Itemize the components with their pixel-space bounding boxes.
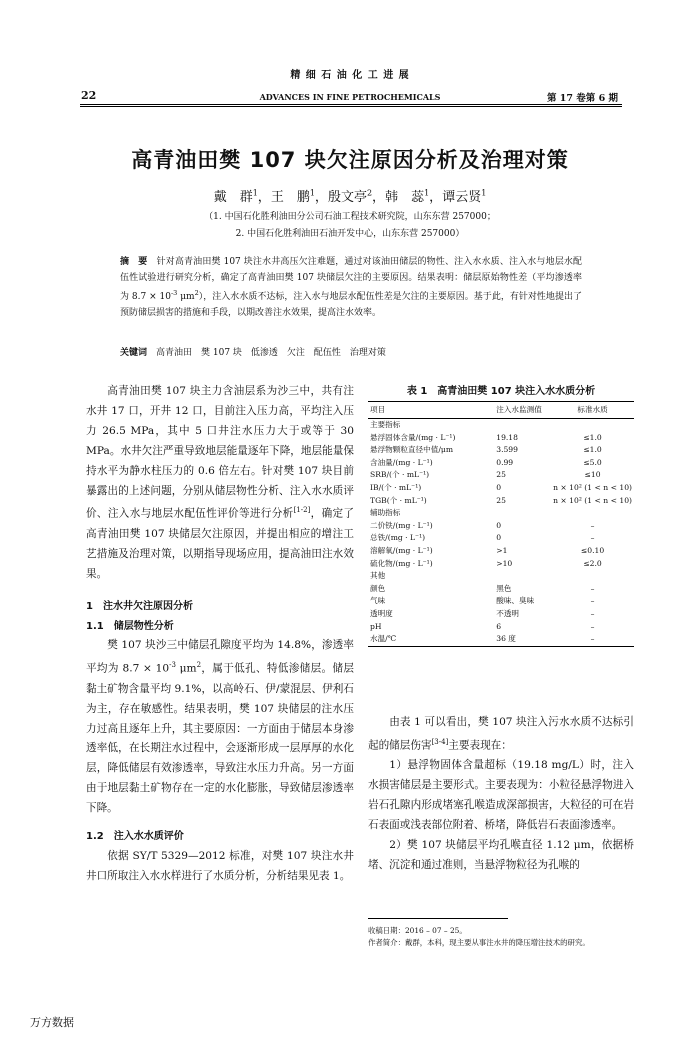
table-cell-value: 酸味、臭味 — [496, 596, 535, 606]
table-cell-value: 25 — [496, 495, 506, 505]
table-cell-standard: – — [590, 583, 595, 593]
author: 王 鹏 — [270, 190, 310, 205]
paragraph-1-1: 樊 107 块沙三中储层孔隙度平均为 14.8%，渗透率平均为 $8.7 \times 10^{-3}$ $\mu m^2$，属于低孔、特低渗储层。储层黏土矿物含量平均 9.1%，以高岭石、伊/蒙混层、伊利石为主，存在敏感性。结果表明，樊 107 块储层的注水压力过高且逐年上升，其主要原因：一方面由于储层本身渗透率低，在长期注水过程中，会逐渐形成一层厚厚的水化层，降低储层有效渗透率，导致注水压力升高。另一方面由于地层黏土矿物存在一定的水化膨胀，导致储层渗透率下降。 — [86, 639, 354, 815]
table-cell-item: 含油量/(mg · L⁻¹) — [370, 457, 433, 467]
table-row — [368, 583, 634, 596]
author: 韩 蕊 — [385, 190, 425, 205]
table-cell-standard: – — [590, 520, 595, 530]
table-cell-value: >10 — [496, 558, 513, 568]
table-group-row — [368, 419, 634, 432]
table-cell-standard: – — [590, 608, 595, 618]
volume-issue: 第 17 卷第 6 期 — [546, 93, 618, 104]
table-cell-standard: ≤0.10 — [580, 545, 605, 555]
author: 殷文亭 — [327, 190, 367, 205]
table-cell-value: 25 — [496, 470, 506, 480]
table-cell-item: 硫化物/(mg · L⁻¹) — [370, 558, 433, 568]
table-row — [368, 482, 634, 495]
abstract-label: 摘 要 — [120, 257, 148, 267]
table-group-row — [368, 570, 634, 583]
affiliation-1: （1. 中国石化胜利油田分公司石油工程技术研究院，山东东营 257000； — [204, 212, 496, 222]
table-cell-standard: ≤5.0 — [583, 457, 602, 467]
journal-title-en: ADVANCES IN FINE PETROCHEMICALS — [259, 92, 441, 102]
table-cell-standard: n × 10² (1 < n < 10) — [553, 482, 632, 492]
table-header: 项目 — [368, 402, 494, 419]
table-cell-item: IB/(个 · mL⁻¹) — [370, 482, 422, 492]
table-cell-item: TGB(个 · mL⁻¹) — [370, 495, 427, 505]
table-row — [368, 457, 634, 470]
table-cell-standard — [551, 419, 634, 432]
keywords: 关键词 高青油田 樊 107 块 低渗透 欠注 配伍性 治理对策 — [120, 348, 386, 358]
page-number: 22 — [81, 89, 97, 102]
table-group-row — [368, 507, 634, 520]
journal-title-cn: 精 细 石 油 化 工 进 展 — [290, 70, 410, 81]
table-cell-item: 颜色 — [370, 583, 386, 593]
table-cell-value: 3.599 — [496, 445, 518, 455]
affiliation-2: 2. 中国石化胜利油田石油开发中心，山东东营 257000） — [235, 229, 465, 239]
table-row — [368, 621, 634, 634]
table-cell-value: 0 — [496, 520, 502, 530]
table-cell-standard: n × 10² (1 < n < 10) — [553, 495, 632, 505]
table-cell-item: pH — [370, 621, 382, 631]
header-rule-2 — [80, 106, 622, 107]
received-date: 收稿日期：2016 – 07 – 25。 — [368, 926, 467, 935]
author-list: 戴 群$^1$，王 鹏$^1$，殷文亭$^2$，韩 蕊$^1$，谭云贤$^1$ — [213, 188, 487, 205]
table-row — [368, 558, 634, 571]
subsection-heading: 1.1 储层物性分析 — [86, 620, 174, 632]
table-cell-item: 气味 — [370, 596, 386, 606]
intro-paragraph: 高青油田樊 107 块主力含油层系为沙三中，共有注水井 17 口，开井 12 口，目前注入压力高，平均注入压力 26.5 MPa，其中 5 口井注水压力大于或等于 30 MPa。水井欠注严重导致地层能量逐年下降，地层能量保持水平为静水柱压力的 0.6 倍左右。针对樊 107 块目前暴露出的上述问题，分别从储层物性分析、注入水水质评价、注入水与地层水配伍性评价等进行分析[1-2]，确定了高青油田樊 107 块储层欠注原因，并提出相应的增注工艺措施及治理对策，以期指导现场应用，提高油田注水效果。 — [86, 385, 355, 580]
table-cell-standard: – — [590, 533, 595, 543]
author: 谭云贤 — [442, 190, 482, 205]
water-quality-table — [368, 401, 634, 647]
table-cell-standard: ≤1.0 — [583, 432, 602, 442]
abstract: 摘 要 针对高青油田樊 107 块注水井高压欠注难题，通过对该油田储层的物性、注入水水质、注入水与地层水配伍性试验进行研究分析，确定了高青油田樊 107 块储层欠注的主要原因。结果表明：储层原始物性差（平均渗透率为 $8.7 \times 10^{-3}$ $\mu m^2$），注入水水质不达标，注入水与地层水配伍性差是欠注的主要原因。基于此，有针对性地提出了预防储层损害的措施和手段，以期改善注水效果，提高注水效率。 — [120, 257, 582, 318]
header-rule — [80, 104, 622, 105]
keywords-label: 关键词 — [120, 348, 148, 358]
table-cell-item: 其他 — [370, 571, 386, 581]
table-cell-value: 19.18 — [496, 432, 518, 442]
section-heading: 1 注水井欠注原因分析 — [86, 600, 193, 612]
table-row — [368, 495, 634, 508]
right-column — [368, 713, 634, 876]
table-cell-value: 6 — [496, 621, 502, 631]
table-cell-value: 黑色 — [496, 583, 512, 593]
footnote-rule — [368, 918, 508, 919]
table-cell-value: 0 — [496, 533, 502, 543]
table-row — [368, 633, 634, 646]
table-cell-value — [494, 419, 551, 432]
analysis-paragraph: 由表 1 可以看出，樊 107 块注入污水水质不达标引起的储层伤害[3-4]主要表现在： — [368, 716, 634, 752]
table-cell-standard: ≤2.0 — [583, 558, 602, 568]
table-cell-standard — [551, 570, 634, 583]
table-row — [368, 469, 634, 482]
paragraph-1-2: 依据 SY/T 5329—2012 标准，对樊 107 块注水井井口所取注入水水样进行了水质分析，分析结果见表 1。 — [86, 850, 354, 882]
table-header: 注入水监测值 — [494, 402, 551, 419]
table-cell-value — [494, 507, 551, 520]
table-cell-value: 36 度 — [494, 633, 551, 646]
paper-title: 高青油田樊 107 块欠注原因分析及治理对策 — [131, 148, 569, 172]
table-cell-standard: – — [590, 596, 595, 606]
analysis-point-1: 1）悬浮物固体含量超标（19.18 mg/L）时，注入水损害储层是主要形式。主要表现为：小粒径悬浮物进入岩石孔隙内形成堵塞孔喉造成深部损害，大粒径的可在岩石表面或浅表部位附着、桥堵，降低岩石表面渗透率。 — [368, 759, 634, 832]
table-cell-item: 辅助指标 — [370, 508, 401, 518]
table-cell-value: >1 — [496, 545, 508, 555]
author-bio: 作者简介：戴群，本科，现主要从事注水井的降压增注技术的研究。 — [368, 938, 590, 947]
table-cell-item: 二价铁/(mg · L⁻¹) — [370, 520, 433, 530]
left-column — [86, 382, 354, 887]
table-cell-value — [494, 570, 551, 583]
analysis-point-2: 2）樊 107 块储层平均孔喉直径 1.12 μm，依据桥堵、沉淀和通过准则，当悬浮物粒径为孔喉的 — [368, 838, 634, 871]
table-cell-value: 0 — [496, 482, 502, 492]
table-cell-item: 悬浮固体含量/(mg · L⁻¹) — [370, 432, 456, 442]
table-row — [368, 545, 634, 558]
table-row — [368, 520, 634, 533]
table-row — [368, 532, 634, 545]
author: 戴 群 — [213, 190, 253, 205]
footnote — [368, 925, 634, 949]
table-cell-item: SRB/(个 · mL⁻¹) — [370, 470, 430, 480]
subsection-heading: 1.2 注入水水质评价 — [86, 831, 184, 843]
table-cell-item: 透明度 — [370, 608, 393, 618]
table-row — [368, 432, 634, 445]
table-cell-value: 0.99 — [496, 457, 514, 467]
table-row — [368, 444, 634, 457]
table-cell-standard: – — [551, 633, 634, 646]
table-cell-standard — [551, 507, 634, 520]
table-title: 表 1 高青油田樊 107 块注入水水质分析 — [406, 386, 596, 397]
table-cell-item: 总铁/(mg · L⁻¹) — [370, 533, 426, 543]
watermark: 万方数据 — [30, 1016, 74, 1029]
table-cell-item: 悬浮物颗粒直径中值/μm — [370, 445, 454, 455]
table-cell-standard: ≤10 — [584, 470, 601, 480]
table-cell-item: 主要指标 — [370, 420, 401, 429]
table-cell-value: 不透明 — [496, 608, 520, 618]
table-cell-item: 水温/℃ — [368, 633, 494, 646]
table-header: 标准水质 — [551, 402, 634, 419]
table-cell-standard: ≤1.0 — [583, 445, 602, 455]
table-cell-item: 溶解氧/(mg · L⁻¹) — [370, 545, 433, 555]
table-row — [368, 595, 634, 608]
table-row — [368, 608, 634, 621]
table-cell-standard: – — [590, 621, 595, 631]
